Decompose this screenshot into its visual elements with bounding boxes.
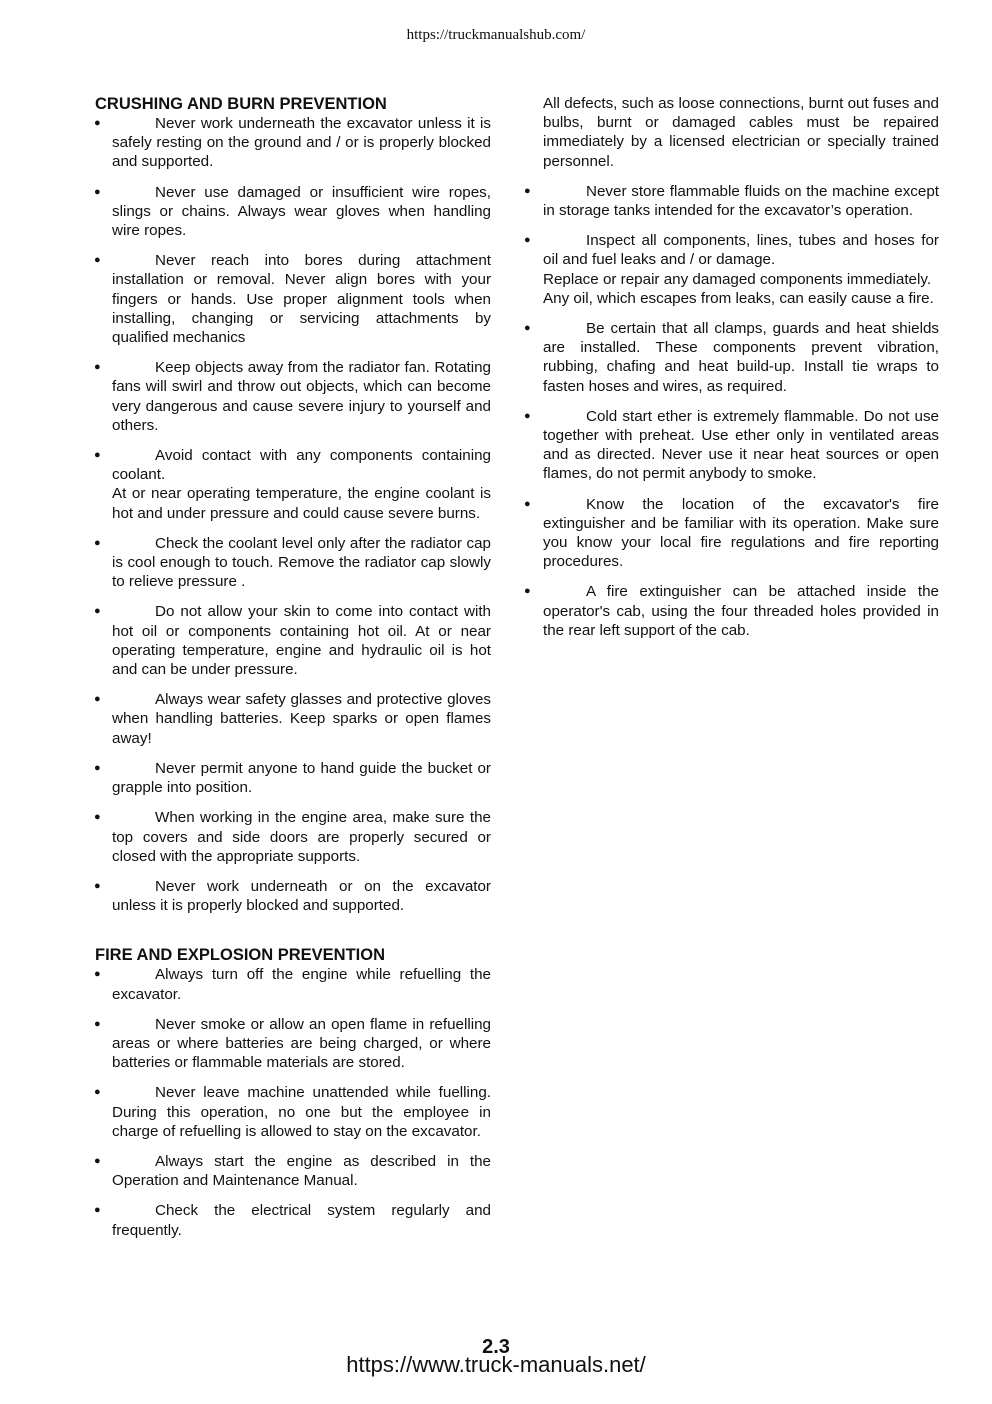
list-item (94, 1015, 491, 1073)
list-item (524, 495, 939, 572)
bullet-icon: ● (94, 968, 101, 981)
list-item (94, 534, 491, 592)
list-item (94, 602, 491, 679)
list-item (94, 183, 491, 241)
bullet-icon: ● (524, 585, 531, 598)
bullet-icon: ● (94, 185, 101, 198)
list-item (94, 808, 491, 866)
bullet-icon: ● (94, 361, 101, 374)
page-number: 2.3 (482, 1336, 510, 1358)
bullet-icon: ● (524, 409, 531, 422)
item-text: Always wear safety glasses and protective gloves when handling batteries. Keep sparks or open flames away! (112, 691, 491, 747)
list-item (94, 114, 491, 172)
item-text: Never use damaged or insufficient wire ropes, slings or chains. Always wear gloves when handling wire ropes. (112, 183, 491, 240)
list-item (94, 1083, 491, 1141)
item-text: A fire extinguisher can be attached inside the operator's cab, using the four threaded holes provided in the rear left support of the cab. (543, 583, 939, 639)
item-text: Never permit anyone to hand guide the bucket or grapple into position. (112, 759, 491, 797)
bullet-icon: ● (94, 693, 101, 706)
right-column (524, 94, 939, 651)
bullet-icon: ● (94, 1154, 101, 1167)
bullet-icon: ● (94, 1086, 101, 1099)
list-item (524, 182, 939, 220)
bullet-list (94, 965, 491, 1239)
list-item (94, 358, 491, 435)
item-text: Cold start ether is extremely flammable. Do not use together with preheat. Use ether only in ventilated areas and as directed. Never use it near heat sources or open flames, do not permit anybody to smoke. (543, 407, 939, 483)
list-item (94, 965, 491, 1003)
bullet-icon: ● (94, 117, 101, 129)
section-heading: FIRE AND EXPLOSION PREVENTION (95, 946, 386, 965)
left-column (94, 94, 491, 1251)
right-column-lead: All defects, such as loose connections, burnt out fuses and bulbs, burnt or damaged cables must be repaired immediately by a licensed electrician or specially trained personnel. (543, 95, 939, 170)
item-text: Check the coolant level only after the radiator cap is cool enough to touch. Remove the radiator cap slowly to relieve pressure . (112, 534, 491, 591)
item-text: Keep objects away from the radiator fan. Rotating fans will swirl and throw out objects, which can become very dangerous and cause severe injury to yourself and others. (112, 359, 491, 434)
bullet-icon: ● (524, 234, 531, 247)
bullet-icon: ● (94, 811, 101, 824)
list-item (524, 407, 939, 484)
section-heading: CRUSHING AND BURN PREVENTION (95, 95, 387, 113)
item-text: Be certain that all clamps, guards and heat shields are installed. These components prevent vibration, rubbing, chafing and heat build-up. Install tie wraps to fasten hoses and wires, as required. (543, 320, 939, 395)
bullet-icon: ● (94, 449, 101, 462)
header-url: https://truckmanualshub.com/ (406, 27, 586, 43)
list-item (94, 759, 491, 797)
list-item (524, 231, 939, 308)
item-text: Always turn off the engine while refuelling the excavator. (112, 966, 491, 1003)
bullet-icon: ● (524, 184, 531, 197)
list-item (94, 1201, 491, 1239)
bullet-icon: ● (94, 761, 101, 774)
bullet-icon: ● (94, 536, 101, 549)
bullet-icon: ● (94, 1204, 101, 1217)
bullet-icon: ● (94, 879, 101, 892)
item-text: Check the electrical system regularly and frequently. (112, 1202, 491, 1239)
item-text: Avoid contact with any components containing coolant. (112, 447, 491, 484)
list-item (524, 319, 939, 396)
item-text: Do not allow your skin to come into contact with hot oil or components containing hot oil. At or near operating temperature, engine and hydraulic oil is hot and can be under pressure. (112, 603, 491, 679)
right-bullet-list (524, 182, 939, 640)
bullet-icon: ● (524, 322, 531, 335)
item-text: Replace or repair any damaged components immediately. (543, 270, 932, 288)
list-item (94, 446, 491, 523)
item-text: Always start the engine as described in the Operation and Maintenance Manual. (112, 1152, 491, 1190)
bullet-icon: ● (524, 497, 531, 510)
item-text: Never smoke or allow an open flame in refuelling areas or where batteries are being charged, or where batteries or flammable materials are stored. (112, 1015, 491, 1072)
item-text: Never store flammable fluids on the machine except in storage tanks intended for the excavator’s operation. (543, 182, 939, 220)
bullet-icon: ● (94, 605, 101, 618)
footer-url: https://www.truck-manuals.net/ (346, 1352, 646, 1377)
item-text: At or near operating temperature, the engine coolant is hot and under pressure and could cause severe burns. (112, 485, 491, 522)
list-item (94, 251, 491, 347)
item-text: Never leave machine unattended while fuelling. During this operation, no one but the employee in charge of refuelling is allowed to stay on the excavator. (112, 1084, 491, 1140)
list-item (94, 1152, 491, 1190)
item-text: Any oil, which escapes from leaks, can easily cause a fire. (543, 289, 934, 307)
list-item (94, 690, 491, 748)
item-text: Never work underneath the excavator unless it is safely resting on the ground and / or is properly blocked and supported. (112, 115, 491, 171)
bullet-list (94, 114, 491, 915)
item-text: Know the location of the excavator's fire extinguisher and be familiar with its operation. Make sure you know your local fire regulations and fire reporting procedures. (543, 495, 939, 571)
item-text: Inspect all components, lines, tubes and hoses for oil and fuel leaks and / or damage. (543, 232, 939, 269)
item-text: When working in the engine area, make sure the top covers and side doors are properly secured or closed with the appropriate supports. (112, 809, 491, 865)
item-text: Never work underneath or on the excavator unless it is properly blocked and supported. (112, 877, 491, 915)
list-item (94, 877, 491, 915)
item-text: Never reach into bores during attachment installation or removal. Never align bores with your fingers or hands. Use proper alignment tools when installing, changing or servicing attachments by qualified mechanics (112, 252, 491, 347)
bullet-icon: ● (94, 1017, 101, 1030)
list-item (524, 582, 939, 640)
bullet-icon: ● (94, 254, 101, 267)
